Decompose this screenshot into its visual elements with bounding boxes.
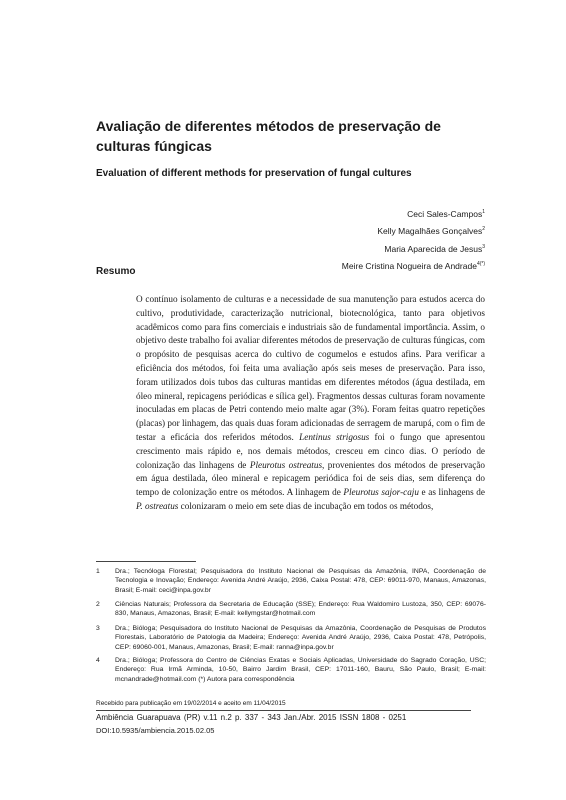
section-heading-resumo: Resumo [96, 266, 136, 277]
author-mark: 2 [482, 226, 485, 233]
footnote-number: 4 [96, 657, 100, 664]
author-name: Kelly Magalhães Gonçalves [377, 226, 483, 237]
species-name: Pleurotus sajor-caju [343, 487, 419, 498]
journal-citation: Ambiência Guarapuava (PR) v.11 n.2 p. 337 - 343 Jan./Abr. 2015 ISSN 1808 - 0251 [96, 713, 407, 722]
species-name: Pleurotus ostreatus [249, 459, 323, 470]
author-line [342, 205, 485, 222]
footnote-text: Dra.; Bióloga; Professora do Centro de Ciências Exatas e Sociais Aplicadas, Universidade do Sagrado Coração, USC; Endereço: Rua Irmã Arminda, 10-50, Bairro Jardim Brasil, CEP: 17011-160, Bauru, São Paulo, Brasil; E-mail: mcnandrade@hotmail.com (*) Autora para correspondência [115, 657, 486, 683]
abstract-segment: , provenientes dos métodos de preservação em água destilada, óleo mineral e repicagem periódica foi de seis dias, sem diferença do tempo de colonização entre os métodos. A linhagem de [136, 459, 485, 498]
doi: DOI:10.5935/ambiencia.2015.02.05 [96, 726, 215, 735]
article-title-english: Evaluation of different methods for preservation of fungal cultures [96, 168, 412, 179]
footnote-text: Dra.; Tecnóloga Florestal; Pesquisadora do Instituto Nacional de Pesquisas da Amazônia, INPA, Coordenação de Tecnologia e Inovação; Endereço: Avenida André Araújo, 2936, Caixa Postal: 478, CEP: 69011-970, Manaus, Amazonas, Brasil; E-mail: ceci@inpa.gov.br [115, 568, 486, 594]
author-mark: 3 [482, 243, 485, 250]
author-list [342, 205, 485, 274]
author-mark: 4(*) [476, 260, 485, 267]
abstract-segment: O contínuo isolamento de culturas e a necessidade de sua manutenção para estudos acerca do cultivo, produtividade, caracterização nutricional, biotecnológica, tanto para objetivos acadêmicos como para fins comerciais e industriais são de fundamental importância. Assim, o objetivo deste trabalho foi avaliar diferentes métodos de preservação de culturas fúngicas, com o propósito de pesquisas acerca do cultivo de cogumelos e estudos afins. Para verificar a eficiência dos métodos, foi feita uma avaliação após seis meses de preservação. Para isso, foram utilizados dois tubos das culturas mantidas em diferentes métodos (água destilada, em óleo mineral, repicagens periódicas e sílica gel). Fragmentos dessas culturas foram novamente inoculadas em placas de Petri contendo meio malte agar (3%). Foram feitas quatro repetições (placas) por linhagem, das quais duas foram adicionadas de serragem de marupá, com o fim de testar a eficácia dos referidos métodos. [136, 294, 485, 442]
footnote-number: 1 [96, 568, 100, 575]
author-name: Ceci Sales-Campos [407, 208, 483, 219]
author-mark: 1 [482, 209, 485, 215]
author-line [342, 222, 485, 239]
article-title-portuguese: Avaliação de diferentes métodos de preservação de culturas fúngicas [96, 118, 441, 154]
abstract-text [136, 293, 485, 514]
footnote-divider [96, 561, 196, 562]
abstract-segment: foi o fungo que apresentou crescimento mais rápido e, nos demais métodos, cresceu em cinco dias. O período de colonização das linhagens de [136, 431, 486, 470]
species-name: P. ostreatus [136, 500, 179, 511]
species-name: Lentinus strigosus [299, 431, 370, 442]
footnote-number: 2 [96, 601, 100, 608]
citation-divider [96, 710, 471, 711]
footnote-text: Ciências Naturais; Professora da Secretaria de Educação (SSE); Endereço: Rua Waldomiro Lustoza, 350, CEP: 69076-830, Manaus, Amazonas, Brasil; E-mail: kellymgstar@hotmail.com [115, 601, 486, 618]
abstract-segment: e as linhagens de [418, 487, 485, 498]
author-name: Meire Cristina Nogueira de Andrade [341, 260, 477, 271]
abstract-segment: colonizaram o meio em sete dias de incubação em todos os métodos, [178, 500, 434, 511]
footnote-text: Dra.; Bióloga; Pesquisadora do Instituto Nacional de Pesquisas da Amazônia, Coordenação de Pesquisas de Produtos Florestais, Laboratório de Patologia da Madeira; Endereço: Avenida André Araújo, 2936, Caixa Postal: 478, Petrópolis, CEP: 69060-001, Manaus, Amazonas, Brasil; E-mail: ranna@inpa.gov.br [115, 625, 486, 651]
received-date-note: Recebido para publicação em 19/02/2014 e aceito em 11/04/2015 [96, 700, 286, 707]
author-name: Maria Aparecida de Jesus [384, 243, 483, 254]
author-line [342, 257, 485, 274]
footnote-number: 3 [96, 625, 100, 632]
author-line [342, 240, 485, 257]
